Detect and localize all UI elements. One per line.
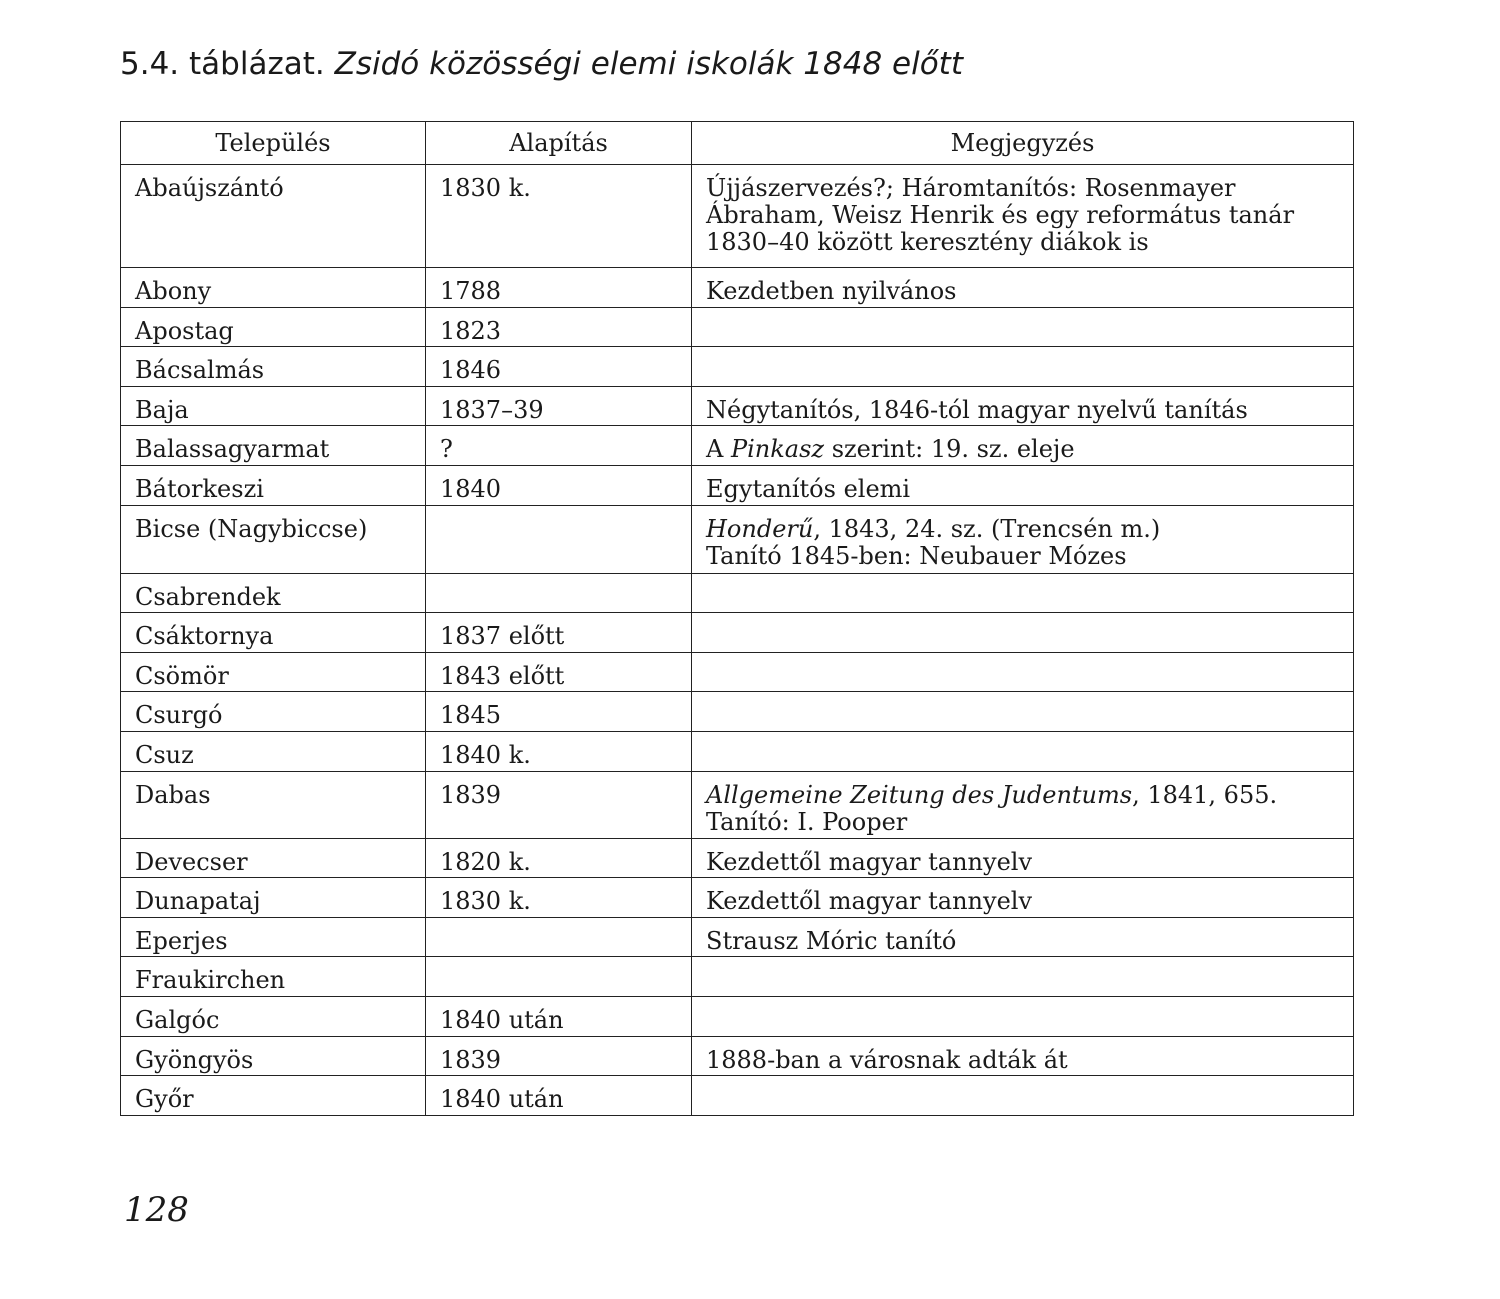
page-number: 128 [124,1190,189,1230]
cell-place: Bicse (Nagybiccse) [121,505,426,573]
cell-place: Csurgó [121,692,426,732]
cell-place: Gyöngyös [121,1036,426,1076]
table-row [121,1076,1354,1116]
table-row [121,347,1354,387]
table-row [121,917,1354,957]
cell-note [692,771,1354,838]
note-text: szerint: 19. sz. eleje [824,435,1075,464]
cell-place: Abaújszántó [121,165,426,268]
cell-founded: 1830 k. [426,878,692,918]
note-line [706,397,1339,424]
cell-founded: 1839 [426,771,692,838]
note-text: Strausz Móric tanító [706,926,957,955]
cell-place: Csömör [121,652,426,692]
cell-note [692,465,1354,505]
cell-founded: 1840 [426,465,692,505]
note-text: Kezdettől magyar tannyelv [706,847,1033,876]
cell-founded: 1823 [426,307,692,347]
table-row [121,692,1354,732]
cell-note [692,838,1354,878]
note-line [706,278,1339,305]
note-line [706,175,1339,202]
table-row [121,165,1354,268]
table-row [121,957,1354,997]
cell-place: Galgóc [121,996,426,1036]
cell-place: Bácsalmás [121,347,426,387]
note-citation: Allgemeine Zeitung des Judentums [706,780,1133,809]
header-place: Település [121,122,426,165]
note-text: Kezdetben nyilvános [706,277,957,305]
note-line [706,888,1339,915]
note-line [706,436,1339,463]
cell-founded: 1843 előtt [426,652,692,692]
cell-founded: 1845 [426,692,692,732]
header-note: Megjegyzés [692,122,1354,165]
note-line [706,543,1339,570]
cell-founded: 1837–39 [426,386,692,426]
cell-note [692,613,1354,653]
cell-founded: 1830 k. [426,165,692,268]
header-founded: Alapítás [426,122,692,165]
cell-founded: 1846 [426,347,692,387]
cell-note [692,347,1354,387]
table-row [121,573,1354,613]
cell-note [692,917,1354,957]
cell-place: Bátorkeszi [121,465,426,505]
cell-place: Dunapataj [121,878,426,918]
cell-note [692,268,1354,308]
note-text: A [706,435,731,464]
note-line [706,202,1339,229]
note-text: 1888-ban a városnak adták át [706,1045,1068,1074]
table-title: Zsidó közösségi elemi iskolák 1848 előtt [334,46,963,82]
table-row [121,771,1354,838]
cell-place: Devecser [121,838,426,878]
note-text: Egytanítós elemi [706,474,911,503]
table-row [121,426,1354,466]
cell-place: Csuz [121,731,426,771]
cell-note [692,165,1354,268]
note-text: 1830–40 között keresztény diákok is [706,228,1149,256]
cell-place: Fraukirchen [121,957,426,997]
note-line [706,229,1339,256]
note-text: Tanító: I. Pooper [706,807,908,836]
note-citation: Pinkasz [730,435,825,464]
cell-note [692,1076,1354,1116]
table-row [121,652,1354,692]
note-text: Tanító 1845-ben: Neubauer Mózes [706,541,1127,570]
note-line [706,516,1339,543]
table-row [121,268,1354,308]
note-line [706,476,1339,503]
cell-founded: ? [426,426,692,466]
cell-note [692,505,1354,573]
note-line [706,849,1339,876]
cell-founded [426,917,692,957]
table-number: 5.4. táblázat. [120,46,325,82]
cell-place: Apostag [121,307,426,347]
cell-founded [426,505,692,573]
table-row [121,1036,1354,1076]
cell-note [692,307,1354,347]
cell-founded: 1820 k. [426,838,692,878]
cell-note [692,996,1354,1036]
cell-place: Csáktornya [121,613,426,653]
cell-note [692,1036,1354,1076]
cell-founded: 1839 [426,1036,692,1076]
note-text: , 1841, 655. [1132,780,1278,809]
table-body [121,165,1354,1116]
note-line [706,1047,1339,1074]
cell-founded: 1840 után [426,1076,692,1116]
cell-note [692,652,1354,692]
note-line [706,809,1339,836]
table-row [121,878,1354,918]
cell-place: Abony [121,268,426,308]
header-row [121,122,1354,165]
table-row [121,505,1354,573]
cell-place: Baja [121,386,426,426]
table-row [121,386,1354,426]
cell-founded: 1837 előtt [426,613,692,653]
cell-note [692,731,1354,771]
cell-place: Csabrendek [121,573,426,613]
cell-note [692,426,1354,466]
note-text: Újjászervezés?; Háromtanítós: Rosenmayer [706,174,1236,202]
table-row [121,838,1354,878]
note-text: , 1843, 24. sz. (Trencsén m.) [813,514,1161,543]
table-row [121,731,1354,771]
note-line [706,928,1339,955]
cell-note [692,692,1354,732]
cell-founded: 1788 [426,268,692,308]
cell-place: Dabas [121,771,426,838]
table-row [121,613,1354,653]
cell-founded [426,573,692,613]
table-row [121,996,1354,1036]
cell-place: Győr [121,1076,426,1116]
cell-place: Balassagyarmat [121,426,426,466]
note-text: Kezdettől magyar tannyelv [706,887,1033,916]
note-text: Ábraham, Weisz Henrik és egy református tanár [706,201,1295,229]
cell-note [692,957,1354,997]
cell-place: Eperjes [121,917,426,957]
note-text: Négytanítós, 1846-tól magyar nyelvű tanítás [706,395,1248,424]
note-citation: Honderű [706,514,814,543]
table-caption [120,46,963,82]
schools-table [120,121,1354,1116]
cell-note [692,573,1354,613]
note-line [706,782,1339,809]
table-row [121,465,1354,505]
cell-founded: 1840 k. [426,731,692,771]
cell-note [692,878,1354,918]
table-row [121,307,1354,347]
cell-note [692,386,1354,426]
cell-founded [426,957,692,997]
cell-founded: 1840 után [426,996,692,1036]
